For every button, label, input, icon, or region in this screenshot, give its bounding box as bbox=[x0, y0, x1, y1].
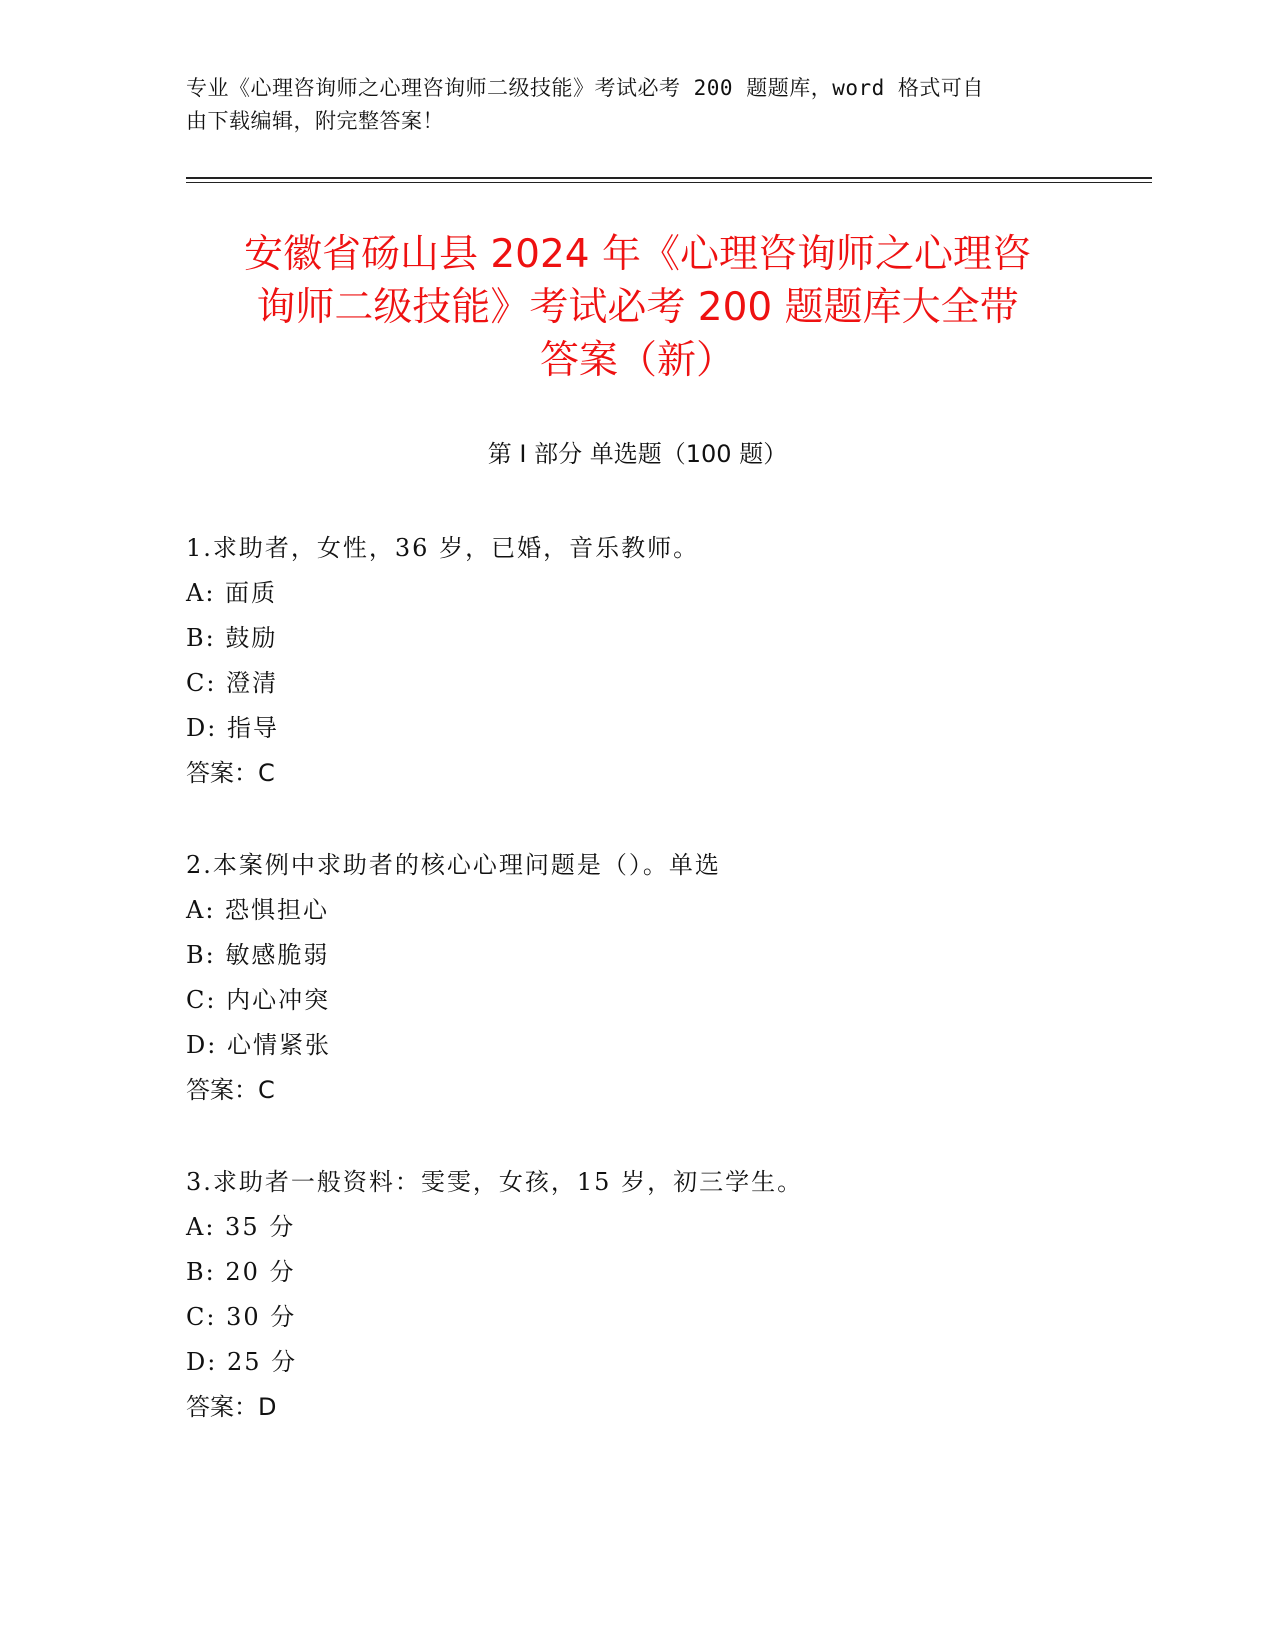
question-text: 2.本案例中求助者的核心心理问题是（）。单选 bbox=[186, 851, 721, 879]
question-3 bbox=[186, 1160, 1146, 1430]
header-note-line-1: 专业《心理咨询师之心理咨询师二级技能》考试必考 200 题题库，word 格式可自 bbox=[186, 76, 984, 100]
option-d: D: 25 分 bbox=[186, 1348, 298, 1376]
option-c: C: 内心冲突 bbox=[186, 986, 331, 1014]
option-d: D: 指导 bbox=[186, 714, 279, 742]
header-note-line-2: 由下载编辑，附完整答案！ bbox=[186, 109, 444, 133]
header-divider-thick bbox=[186, 177, 1152, 179]
answer: 答案：C bbox=[186, 759, 275, 787]
option-b: B: 敏感脆弱 bbox=[186, 941, 330, 969]
document-title bbox=[160, 228, 1115, 387]
option-b: B: 鼓励 bbox=[186, 624, 278, 652]
option-a: A: 面质 bbox=[186, 579, 278, 607]
title-line-1: 安徽省砀山县 2024 年《心理咨询师之心理咨 bbox=[243, 232, 1032, 277]
question-text: 1.求助者，女性，36 岁，已婚，音乐教师。 bbox=[186, 534, 700, 562]
answer: 答案：D bbox=[186, 1393, 277, 1421]
header-divider-thin bbox=[186, 182, 1152, 183]
question-2 bbox=[186, 843, 1146, 1113]
title-line-3: 答案（新） bbox=[539, 338, 735, 383]
option-c: C: 30 分 bbox=[186, 1303, 297, 1331]
option-d: D: 心情紧张 bbox=[186, 1031, 331, 1059]
option-a: A: 35 分 bbox=[186, 1213, 296, 1241]
question-list bbox=[186, 526, 1146, 1477]
header-note bbox=[186, 72, 1066, 138]
question-1 bbox=[186, 526, 1146, 796]
question-text: 3.求助者一般资料：雯雯，女孩，15 岁，初三学生。 bbox=[186, 1168, 804, 1196]
option-b: B: 20 分 bbox=[186, 1258, 296, 1286]
title-line-2: 询师二级技能》考试必考 200 题题库大全带 bbox=[256, 285, 1019, 330]
answer: 答案：C bbox=[186, 1076, 275, 1104]
option-c: C: 澄清 bbox=[186, 669, 279, 697]
section-heading: 第 I 部分 单选题（100 题） bbox=[487, 440, 788, 468]
option-a: A: 恐惧担心 bbox=[186, 896, 330, 924]
